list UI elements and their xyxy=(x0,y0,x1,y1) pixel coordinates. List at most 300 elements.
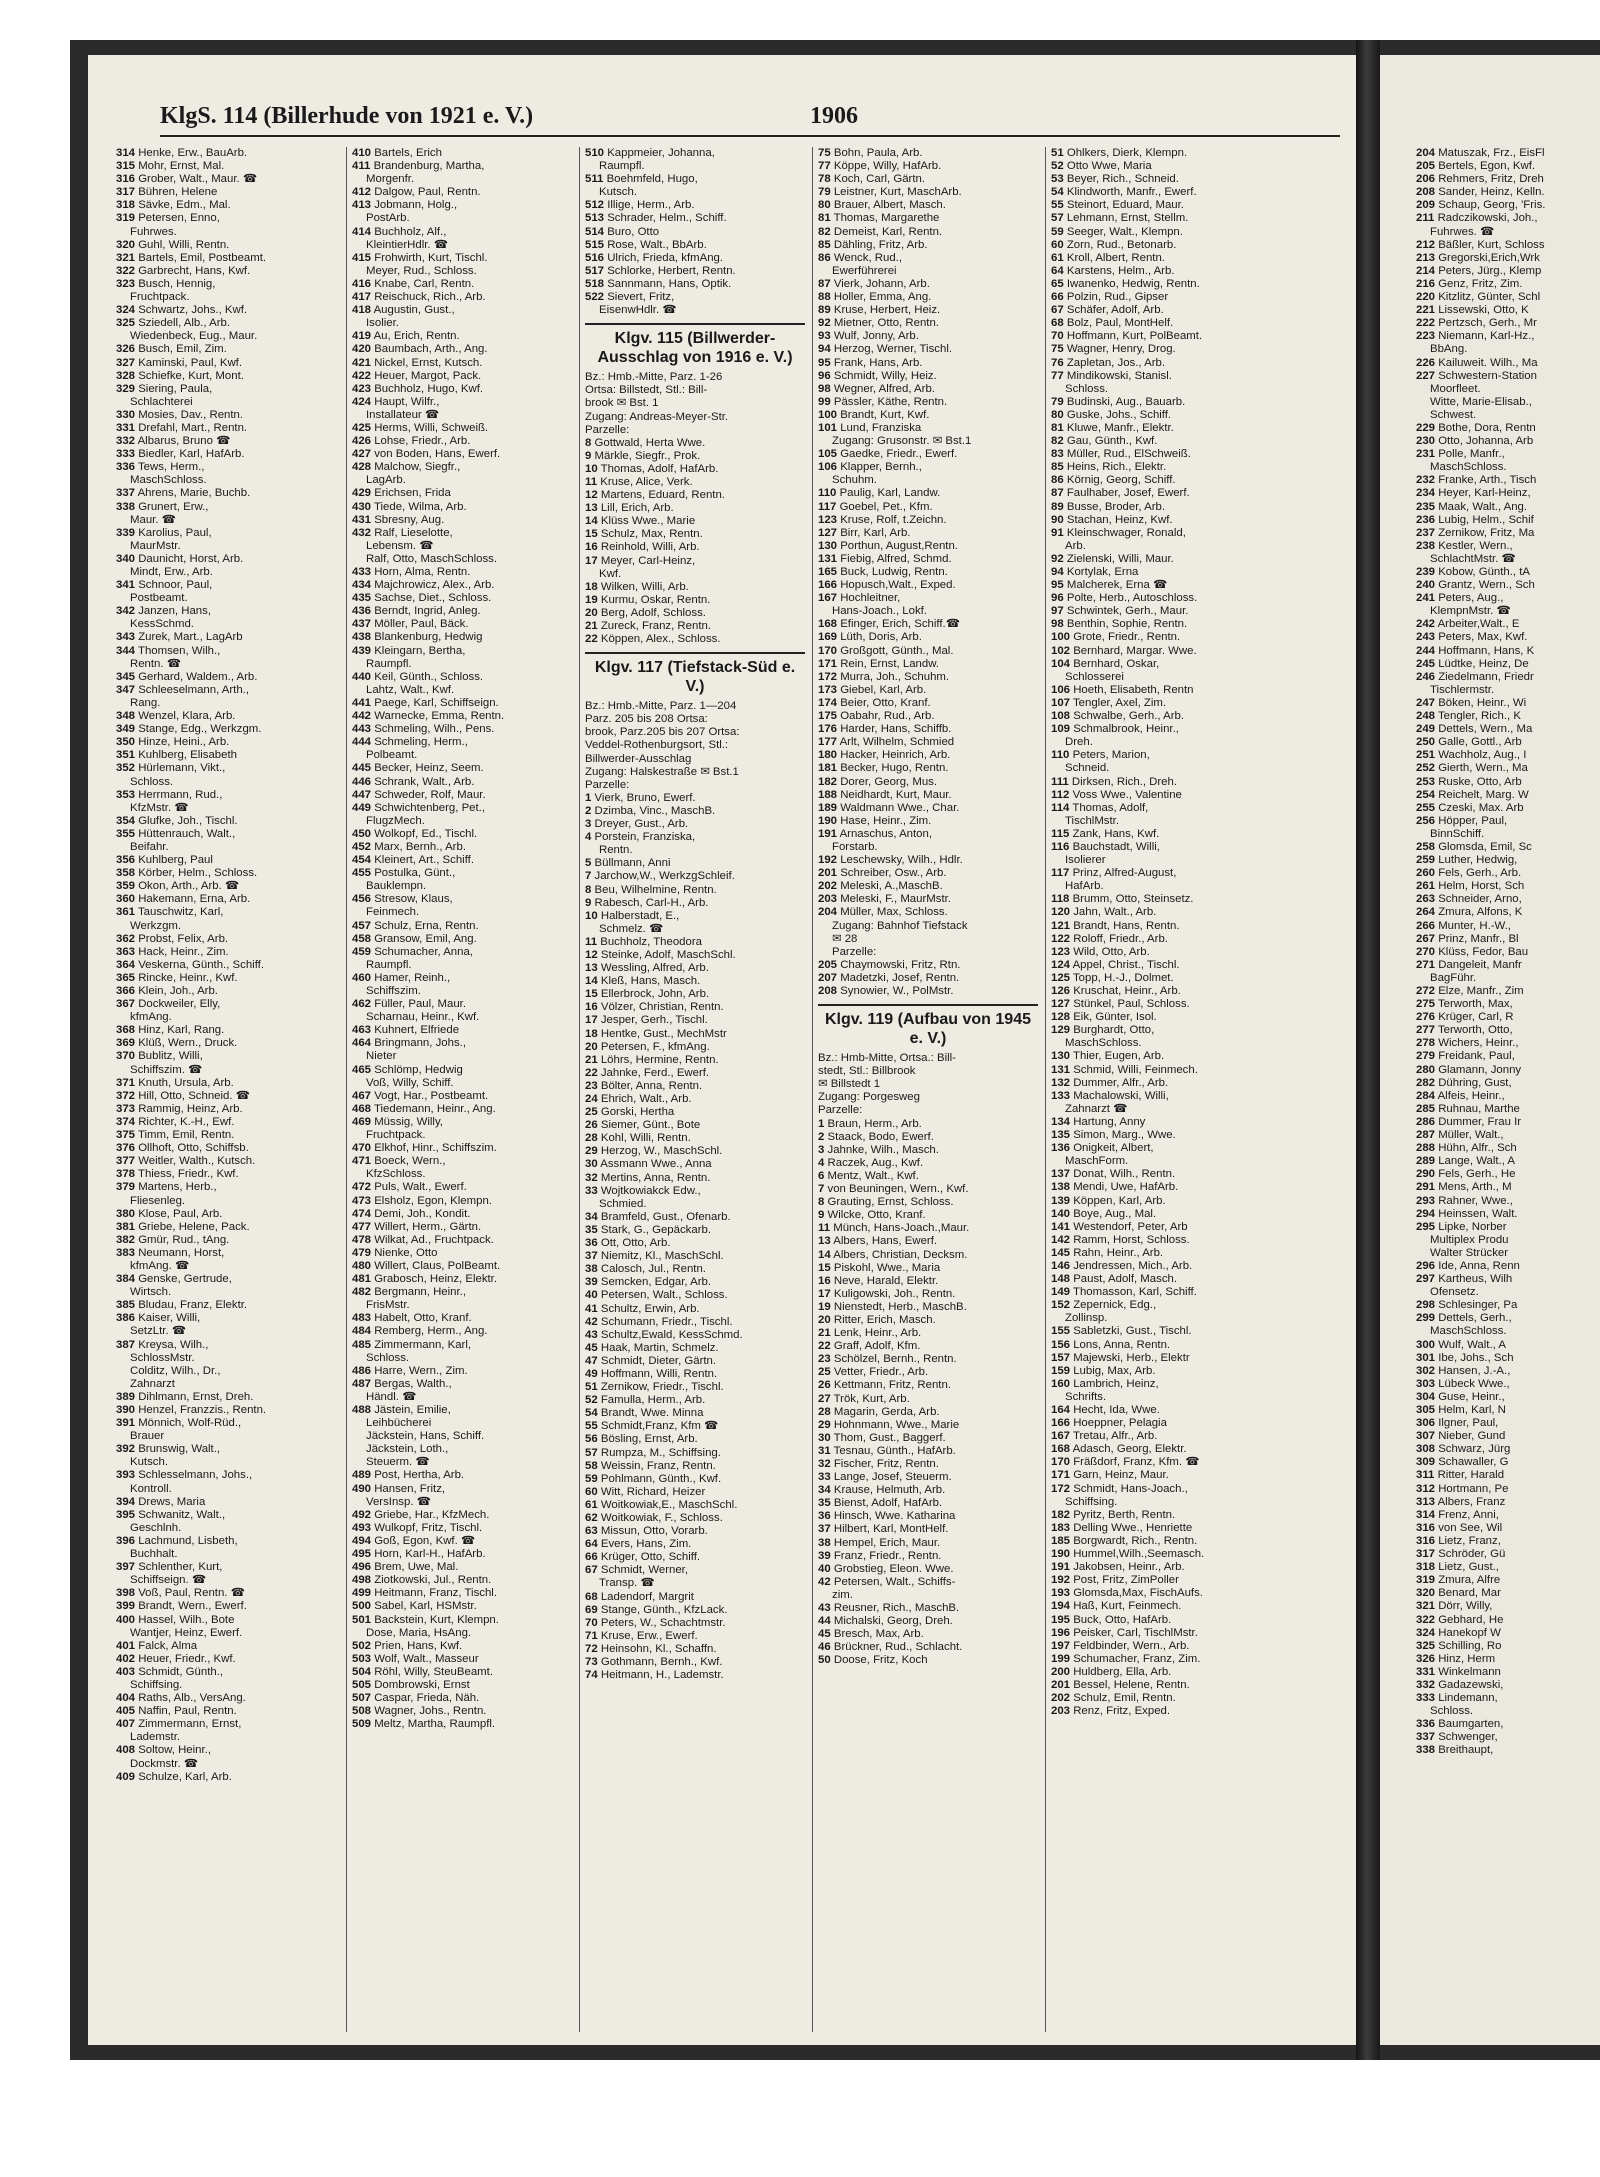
entry-text: Wilcke, Otto, Kranf. xyxy=(827,1209,926,1222)
directory-entry xyxy=(585,1617,805,1630)
directory-entry xyxy=(352,566,572,579)
directory-entry xyxy=(1416,1024,1600,1037)
entry-text: Jarchow,W., WerkzgSchleif. xyxy=(594,870,735,883)
entry-text: Breithaupt, xyxy=(1438,1744,1494,1757)
directory-entry xyxy=(1051,1234,1271,1247)
directory-entry xyxy=(1051,1024,1271,1037)
entry-text: Buchholz, Alf., xyxy=(374,225,447,238)
entry-text: Lubig, Helm., Schif xyxy=(1438,513,1534,526)
entry-text: Walter Strücker xyxy=(1430,1246,1509,1259)
plot-number: 129 xyxy=(1051,1024,1071,1037)
directory-entry xyxy=(1051,1077,1271,1090)
directory-entry xyxy=(1051,1299,1271,1312)
entry-text: Doose, Fritz, Koch xyxy=(833,1654,928,1667)
entry-text: Rehmers, Fritz, Dreh xyxy=(1438,173,1544,186)
entry-text: Woitkowiak, F., Schloss. xyxy=(600,1512,723,1524)
entry-text: Dose, Maria, HsAng. xyxy=(366,1626,472,1639)
entry-text: Lietz, Gust., xyxy=(1438,1561,1499,1574)
entry-text: Holler, Emma, Ang. xyxy=(833,291,932,304)
plot-number: 202 xyxy=(1051,1692,1071,1705)
directory-entry xyxy=(585,1420,805,1433)
directory-entry xyxy=(585,884,805,897)
directory-entry xyxy=(352,998,572,1011)
plot-number: 336 xyxy=(1416,1718,1436,1731)
entry-text: Schlorke, Herbert, Rentn. xyxy=(607,264,736,277)
plot-number: 130 xyxy=(818,539,838,552)
entry-text: Bartels, Erich xyxy=(374,147,442,159)
entry-text: Machalowski, Willi, xyxy=(1073,1089,1169,1102)
plot-number: 149 xyxy=(1051,1286,1071,1299)
plot-number: 399 xyxy=(116,1600,136,1613)
facing-page-column xyxy=(1416,147,1600,1758)
entry-text: Herzog, W., MaschSchl. xyxy=(600,1145,723,1158)
entry-text: Leistner, Kurt, MaschArb. xyxy=(833,186,962,199)
entry-text: Prien, Hans, Kwf. xyxy=(374,1639,463,1652)
directory-entry xyxy=(1416,1574,1600,1587)
directory-entry xyxy=(1051,1535,1271,1548)
directory-entry xyxy=(352,239,572,252)
entry-text: Raumpfl. xyxy=(366,958,412,971)
plot-number: 254 xyxy=(1416,788,1436,801)
plot-number: 18 xyxy=(585,580,598,593)
directory-entry xyxy=(1416,684,1600,697)
directory-entry xyxy=(818,1406,1038,1419)
entry-text: MaurMstr. xyxy=(130,539,181,552)
directory-entry xyxy=(352,1391,572,1404)
entry-text: Zollinsp. xyxy=(1065,1312,1108,1325)
entry-text: Stresow, Klaus, xyxy=(374,893,453,906)
directory-entry xyxy=(116,867,336,880)
entry-text: Chaymowski, Fritz, Rtn. xyxy=(840,958,961,971)
entry-text: Mosies, Dav., Rentn. xyxy=(138,408,244,421)
plot-number: 33 xyxy=(585,1184,598,1197)
directory-entry xyxy=(585,897,805,910)
plot-number: 345 xyxy=(116,670,136,683)
directory-entry xyxy=(352,1090,572,1103)
entry-text: Prinz, Alfred-August, xyxy=(1072,867,1177,880)
entry-text: Schäfer, Adolf, Arb. xyxy=(1066,304,1164,317)
plot-number: 40 xyxy=(818,1562,831,1575)
plot-number: 319 xyxy=(116,212,136,225)
entry-text: Ritter, Erich, Masch. xyxy=(833,1313,936,1326)
plot-number: 235 xyxy=(1416,500,1436,513)
directory-entry xyxy=(1051,527,1271,540)
directory-entry xyxy=(1051,867,1271,880)
directory-entry xyxy=(352,985,572,998)
directory-entry xyxy=(116,396,336,409)
plot-number: 192 xyxy=(818,854,838,867)
plot-number: 450 xyxy=(352,827,372,840)
entry-text: Hürlemann, Vikt., xyxy=(138,762,226,775)
plot-number: 316 xyxy=(1416,1534,1436,1547)
plot-number: 91 xyxy=(1051,526,1064,539)
entry-text: KessSchmd. xyxy=(130,618,194,631)
plot-number: 92 xyxy=(1051,552,1064,565)
entry-text: Paulig, Karl, Landw. xyxy=(839,487,941,500)
entry-text: Vogt, Har., Postbeamt. xyxy=(374,1089,489,1102)
entry-text: Wantjer, Heinz, Ewerf. xyxy=(130,1626,243,1639)
directory-entry xyxy=(1051,1260,1271,1273)
entry-text: Daunicht, Horst, Arb. xyxy=(138,552,244,565)
directory-entry xyxy=(585,1316,805,1329)
entry-text: Lahtz, Walt., Kwf. xyxy=(366,683,455,696)
entry-text: Karstens, Helm., Arb. xyxy=(1066,264,1175,277)
directory-entry xyxy=(1051,357,1271,370)
directory-entry xyxy=(818,422,1038,435)
entry-text: Meleski, F., MaurMstr. xyxy=(840,893,951,906)
directory-entry xyxy=(818,1235,1038,1248)
entry-text: Brandt, Wwe. Minna xyxy=(600,1407,704,1420)
plot-number: 509 xyxy=(352,1718,372,1731)
plot-number: 474 xyxy=(352,1207,372,1220)
directory-entry xyxy=(352,1260,572,1273)
directory-entry xyxy=(818,1393,1038,1406)
entry-text: Schmidt, Hans-Joach., xyxy=(1073,1482,1188,1495)
plot-number: 59 xyxy=(585,1472,598,1485)
entry-text: Fruchtpack. xyxy=(366,1129,426,1142)
plot-number: 483 xyxy=(352,1312,372,1325)
plot-number: 122 xyxy=(1051,932,1071,945)
plot-number: 44 xyxy=(818,1615,831,1628)
entry-text: Dreyer, Gust., Arb. xyxy=(594,818,689,831)
directory-entry xyxy=(352,1666,572,1679)
plot-number: 66 xyxy=(585,1551,598,1564)
entry-text: Griebe, Helene, Pack. xyxy=(138,1220,250,1233)
directory-entry xyxy=(585,1577,805,1590)
directory-entry xyxy=(352,697,572,710)
plot-number: 282 xyxy=(1416,1076,1436,1089)
entry-text: Michalski, Georg, Dreh. xyxy=(833,1615,953,1628)
directory-entry xyxy=(116,802,336,815)
plot-number: 194 xyxy=(1051,1600,1071,1613)
plot-number: 50 xyxy=(818,1654,831,1667)
directory-entry xyxy=(585,936,805,949)
directory-entry xyxy=(116,1483,336,1496)
directory-entry xyxy=(818,448,1038,461)
plot-number: 316 xyxy=(1416,1521,1436,1534)
directory-entry xyxy=(585,1185,805,1198)
directory-entry xyxy=(116,1325,336,1338)
plot-number: 79 xyxy=(1051,395,1064,408)
plot-number: 64 xyxy=(1051,264,1064,277)
plot-number: 36 xyxy=(585,1237,598,1250)
entry-text: Oabahr, Rud., Arb. xyxy=(840,710,935,723)
plot-number: 148 xyxy=(1051,1273,1071,1286)
directory-entry xyxy=(116,815,336,828)
plot-number: 82 xyxy=(818,225,831,238)
directory-entry xyxy=(352,710,572,723)
plot-number: 20 xyxy=(585,606,598,619)
plot-number: 241 xyxy=(1416,592,1436,605)
directory-entry xyxy=(1051,1653,1271,1666)
directory-entry xyxy=(352,645,572,658)
plot-number: 79 xyxy=(818,186,831,199)
entry-text: Brauer, Albert, Masch. xyxy=(833,199,946,212)
directory-entry xyxy=(1416,1456,1600,1469)
plot-number: 332 xyxy=(116,435,136,448)
entry-text: Völzer, Christian, Rentn. xyxy=(600,1001,724,1014)
plot-number: 430 xyxy=(352,500,372,513)
entry-text: Habelt, Otto, Kranf. xyxy=(374,1312,472,1325)
entry-text: Hinze, Heini., Arb. xyxy=(138,736,230,749)
entry-text: Donat, Wilh., Rentn. xyxy=(1073,1168,1176,1181)
entry-text: MaschSchloss. xyxy=(130,474,207,487)
entry-text: Roloff, Friedr., Arb. xyxy=(1073,932,1168,945)
entry-text: Koch, Carl, Gärtn. xyxy=(833,173,926,186)
directory-entry xyxy=(116,1142,336,1155)
directory-entry xyxy=(585,291,805,304)
plot-number: 182 xyxy=(818,775,838,788)
directory-entry xyxy=(1416,343,1600,356)
plot-number: 22 xyxy=(585,633,598,646)
entry-text: Krüger, Carl, R xyxy=(1438,1011,1514,1024)
entry-text: Beier, Otto, Kranf. xyxy=(840,696,931,709)
directory-entry xyxy=(352,1181,572,1194)
plot-number: 407 xyxy=(116,1718,136,1731)
plot-number: 391 xyxy=(116,1417,136,1430)
directory-entry xyxy=(1416,1037,1600,1050)
entry-text: Hinz, Karl, Rang. xyxy=(138,1024,225,1037)
entry-text: Kutsch. xyxy=(130,1456,168,1469)
plot-number: 327 xyxy=(116,356,136,369)
entry-text: Martens, Eduard, Rentn. xyxy=(600,489,725,502)
entry-text: KlempnMstr. ☎ xyxy=(1430,605,1511,618)
plot-number: 20 xyxy=(585,1040,598,1053)
plot-number: 454 xyxy=(352,854,372,867)
plot-number: 472 xyxy=(352,1181,372,1194)
plot-number: 331 xyxy=(116,421,136,434)
directory-entry xyxy=(352,1430,572,1443)
entry-text: Schlesinger, Pa xyxy=(1438,1299,1518,1312)
entry-text: Neidhardt, Kurt, Maur. xyxy=(840,788,952,801)
plot-number: 258 xyxy=(1416,840,1436,853)
entry-text: Sabel, Karl, HSMstr. xyxy=(374,1600,477,1613)
entry-text: Frohwirth, Kurt, Tischl. xyxy=(374,251,488,264)
entry-text: Probst, Felix, Arb. xyxy=(138,932,229,945)
plot-number: 356 xyxy=(116,854,136,867)
entry-text: Ilgner, Paul, xyxy=(1438,1417,1499,1430)
plot-number: 291 xyxy=(1416,1181,1436,1194)
entry-text: Berg, Adolf, Schloss. xyxy=(600,606,706,619)
entry-text: Reusner, Rich., MaschB. xyxy=(833,1602,960,1615)
plot-number: 445 xyxy=(352,762,372,775)
directory-entry xyxy=(1051,239,1271,252)
plot-number: 325 xyxy=(116,317,136,330)
entry-text: Kettmann, Fritz, Rentn. xyxy=(833,1379,951,1392)
plot-number: 95 xyxy=(818,356,831,369)
directory-entry xyxy=(585,1119,805,1132)
plot-number: 343 xyxy=(116,631,136,644)
plot-number: 463 xyxy=(352,1024,372,1037)
entry-text: Krüger, Otto, Schiff. xyxy=(600,1551,701,1564)
entry-text: Franz, Friedr., Rentn. xyxy=(833,1549,942,1562)
directory-entry xyxy=(1416,317,1600,330)
directory-entry xyxy=(352,357,572,370)
entry-text: Lohse, Friedr., Arb. xyxy=(374,435,471,448)
entry-text: Stange, Günth., KfzLack. xyxy=(600,1603,728,1616)
directory-entry xyxy=(1416,1443,1600,1456)
entry-text: Weitler, Walth., Kutsch. xyxy=(138,1155,256,1168)
entry-text: Waldmann Wwe., Char. xyxy=(840,801,960,814)
directory-entry xyxy=(352,723,572,736)
section-info-line: stedt, Stl.: Billbrook xyxy=(818,1065,916,1078)
section-info-line: Parz. 205 bis 208 Ortsa: xyxy=(585,713,708,726)
directory-entry xyxy=(818,1144,1038,1157)
plot-number: 209 xyxy=(1416,199,1436,212)
entry-text: Sziedell, Alb., Arb. xyxy=(138,317,230,330)
entry-text: Kartheus, Wilh xyxy=(1438,1273,1513,1286)
entry-text: Tengler, Axel, Zim. xyxy=(1072,696,1167,709)
entry-text: Heuer, Margot, Pack. xyxy=(374,369,482,382)
directory-entry xyxy=(352,1469,572,1482)
plot-number: 316 xyxy=(116,173,136,186)
directory-entry xyxy=(352,762,572,775)
directory-entry xyxy=(116,1522,336,1535)
directory-entry xyxy=(1051,1195,1271,1208)
directory-entry xyxy=(352,671,572,684)
directory-entry xyxy=(1416,1365,1600,1378)
plot-number: 212 xyxy=(1416,238,1436,251)
entry-text: Gregorski,Erich,Wrk xyxy=(1438,251,1540,264)
entry-text: Bühren, Helene xyxy=(138,186,218,199)
entry-text: LagArb. xyxy=(366,474,406,487)
directory-entry xyxy=(116,828,336,841)
plot-number: 5 xyxy=(585,857,592,870)
entry-text: Klose, Paul, Arb. xyxy=(138,1207,223,1220)
directory-entry xyxy=(116,370,336,383)
directory-entry xyxy=(585,1669,805,1682)
directory-entry xyxy=(585,226,805,239)
entry-text: Kleingarn, Bertha, xyxy=(374,644,466,657)
directory-entry xyxy=(1416,1692,1600,1705)
plot-number: 77 xyxy=(818,160,831,173)
plot-number: 14 xyxy=(585,975,598,988)
directory-entry xyxy=(1416,776,1600,789)
entry-text: Baumgarten, xyxy=(1438,1718,1504,1731)
directory-entry xyxy=(818,579,1038,592)
plot-number: 197 xyxy=(1051,1639,1071,1652)
entry-text: Lissewski, Otto, K xyxy=(1438,304,1529,317)
directory-entry xyxy=(585,1080,805,1093)
entry-text: Hans-Joach., Lokf. xyxy=(832,605,927,618)
directory-entry xyxy=(116,1561,336,1574)
plot-number: 7 xyxy=(818,1183,825,1196)
entry-text: Herms, Willi, Schweiß. xyxy=(374,421,489,434)
entry-text: Ohlkers, Dierk, Klempn. xyxy=(1066,147,1188,159)
entry-text: Wulf, Jonny, Arb. xyxy=(833,330,919,343)
entry-text: Paege, Karl, Schiffseign. xyxy=(374,696,499,709)
plot-number: 27 xyxy=(818,1392,831,1405)
entry-text: Hoffmann, Hans, K xyxy=(1438,644,1535,657)
entry-text: Puls, Walt., Ewerf. xyxy=(374,1181,467,1194)
entry-text: Dzimba, Vinc., MaschB. xyxy=(594,804,716,817)
directory-entry xyxy=(1416,710,1600,723)
section-info-line: Zugang: Halskestraße ✉ Bst.1 xyxy=(585,765,739,778)
directory-entry xyxy=(1051,985,1271,998)
directory-entry xyxy=(585,1473,805,1486)
plot-number: 489 xyxy=(352,1469,372,1482)
directory-entry xyxy=(585,450,805,463)
plot-number: 172 xyxy=(818,670,838,683)
plot-number: 63 xyxy=(585,1525,598,1538)
entry-text: Schmeling, Wilh., Pens. xyxy=(374,723,495,736)
plot-number: 413 xyxy=(352,199,372,212)
plot-number: 83 xyxy=(1051,448,1064,461)
directory-entry xyxy=(585,1250,805,1263)
entry-text: Raths, Alb., VersAng. xyxy=(138,1692,246,1705)
plot-number: 410 xyxy=(352,147,372,159)
directory-entry xyxy=(1416,226,1600,239)
plot-number: 431 xyxy=(352,513,372,526)
entry-text: Lange, Josef, Steuerm. xyxy=(833,1471,952,1484)
plot-number: 321 xyxy=(116,251,136,264)
directory-entry xyxy=(1051,435,1271,448)
entry-text: Schumann, Friedr., Tischl. xyxy=(600,1315,733,1328)
plot-number: 182 xyxy=(1051,1508,1071,1521)
entry-text: Mendi, Uwe, HafArb. xyxy=(1073,1181,1179,1194)
plot-number: 174 xyxy=(818,696,838,709)
plot-number: 358 xyxy=(116,867,136,880)
entry-text: Dörr, Willy, xyxy=(1438,1600,1493,1613)
directory-entry xyxy=(352,1352,572,1365)
directory-entry xyxy=(818,527,1038,540)
entry-text: Multiplex Produ xyxy=(1430,1233,1509,1246)
entry-text: Hase, Heinr., Zim. xyxy=(840,814,932,827)
entry-text: Schlesselmann, Johs., xyxy=(138,1469,253,1482)
entry-text: Polle, Manfr., xyxy=(1438,448,1505,461)
directory-entry xyxy=(1051,605,1271,618)
plot-number: 3 xyxy=(585,818,592,831)
directory-entry xyxy=(1051,317,1271,330)
directory-entry xyxy=(116,330,336,343)
entry-text: Schmidt, Willy, Heiz. xyxy=(833,369,937,382)
entry-text: Schlosserei xyxy=(1065,670,1124,683)
entry-text: Meyer, Carl-Heinz, xyxy=(600,554,696,567)
plot-number: 221 xyxy=(1416,304,1436,317)
plot-number: 279 xyxy=(1416,1050,1436,1063)
plot-number: 189 xyxy=(818,801,838,814)
entry-text: Beifahr. xyxy=(130,840,169,853)
directory-entry xyxy=(352,854,572,867)
entry-text: Borgwardt, Rich., Rentn. xyxy=(1073,1534,1198,1547)
entry-text: Löhrs, Hermine, Rentn. xyxy=(600,1053,719,1066)
directory-entry xyxy=(1051,1325,1271,1338)
directory-entry xyxy=(1051,1417,1271,1430)
entry-text: Kruse, Herbert, Heiz. xyxy=(833,304,941,317)
entry-text: Hoffmann, Willi, Rentn. xyxy=(600,1367,718,1380)
entry-text: Elsholz, Egon, Klempn. xyxy=(374,1194,492,1207)
plot-number: 460 xyxy=(352,971,372,984)
plot-number: 70 xyxy=(585,1616,598,1629)
entry-text: Zmura, Alfre xyxy=(1438,1574,1501,1587)
entry-text: Schmelz. ☎ xyxy=(599,922,664,935)
plot-number: 192 xyxy=(1051,1574,1071,1587)
plot-number: 473 xyxy=(352,1194,372,1207)
entry-text: Gransow, Emil, Ang. xyxy=(374,932,477,945)
directory-entry xyxy=(1416,199,1600,212)
plot-number: 69 xyxy=(585,1603,598,1616)
plot-number: 107 xyxy=(1051,696,1071,709)
directory-entry xyxy=(116,1037,336,1050)
directory-entry xyxy=(352,815,572,828)
directory-entry xyxy=(818,893,1038,906)
directory-entry xyxy=(116,265,336,278)
entry-text: Arb. xyxy=(1065,539,1086,552)
plot-number: 165 xyxy=(818,566,838,578)
plot-number: 127 xyxy=(1051,998,1071,1011)
plot-number: 230 xyxy=(1416,435,1436,448)
directory-entry xyxy=(116,671,336,684)
